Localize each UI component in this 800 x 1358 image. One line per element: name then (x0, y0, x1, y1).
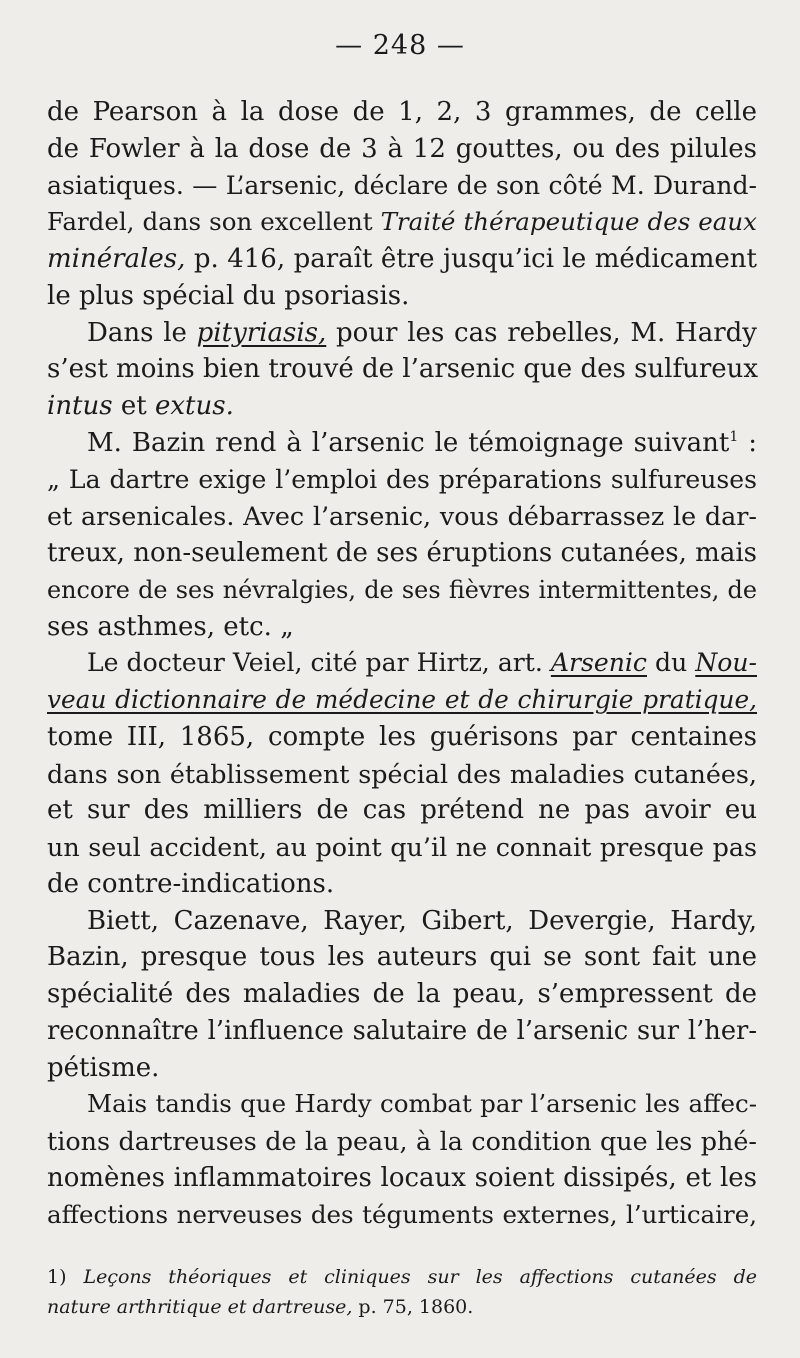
text-line (47, 204, 757, 241)
text-segment: p. 416, paraît être jusqu’ici le médicament (185, 244, 757, 274)
text-line (47, 572, 757, 609)
text-segment: dans son établissement spécial des maladies cutanées, (47, 758, 757, 789)
text-segment: Bazin, presque tous les auteurs qui se sont fait une (47, 942, 757, 973)
text-line (47, 645, 757, 682)
text-segment: et sur des milliers de cas prétend ne pas avoir eu (47, 795, 757, 826)
text-line (47, 976, 757, 1013)
text-line (47, 829, 757, 866)
text-segment: reconnaître l’influence salutaire de l’arsenic sur l’her- (47, 1015, 757, 1046)
text-segment: affections nerveuses des téguments externes, l’urticaire, (47, 1199, 757, 1229)
footnote-text: nature arthritique et dartreuse, (47, 1296, 353, 1318)
footnote-text: p. 75, 1860. (352, 1296, 474, 1318)
footnote-reference: 1 (729, 428, 739, 445)
text-segment: pour les cas rebelles, M. Hardy (326, 317, 757, 348)
text-line (47, 682, 757, 719)
text-segment: M. Bazin rend à l’arsenic le témoignage suivant (87, 427, 730, 458)
text-line (47, 168, 757, 205)
emphasis-text: pityriasis, (196, 317, 327, 348)
text-segment: du (646, 648, 696, 678)
text-segment: : (738, 427, 757, 458)
text-line (47, 1123, 757, 1160)
page-number-header: — 248 — (335, 30, 465, 61)
text-segment: de Pearson à la dose de 1, 2, 3 grammes, de celle (47, 97, 757, 127)
text-segment: Le docteur Veiel, cité par Hirtz, art. (87, 648, 551, 678)
text-line (47, 1086, 757, 1123)
footnote-text: Leçons théoriques et cliniques sur les affections cutanées de (83, 1266, 757, 1288)
text-segment: et arsenicales. Avec l’arsenic, vous débarrassez le dar- (47, 501, 757, 532)
text-line (47, 903, 757, 940)
emphasis-text: veau dictionnaire de médecine et de chirurgie pratique, (47, 685, 757, 714)
emphasis-text: Nou- (695, 648, 757, 678)
text-line (47, 131, 757, 168)
emphasis-text: intus (47, 391, 113, 421)
footnote-marker: 1) (47, 1266, 67, 1288)
text-segment: asiatiques. — L’arsenic, déclare de son côté M. Durand- (47, 170, 757, 200)
text-segment: spécialité des maladies de la peau, s’empressent de (47, 979, 757, 1009)
emphasis-text: extus. (154, 391, 234, 421)
text-line (47, 792, 757, 829)
footnote-line (47, 1262, 757, 1292)
text-line (47, 719, 757, 756)
text-line (47, 1013, 757, 1050)
text-line (47, 425, 757, 462)
text-line (47, 241, 757, 278)
text-segment: un seul accident, au point qu’il ne connait presque pas (47, 832, 757, 862)
text-segment: s’est moins bien trouvé de l’arsenic que des sulfureux (47, 354, 759, 385)
text-line (47, 1197, 757, 1234)
text-segment: Dans le (87, 317, 197, 348)
text-line (47, 498, 757, 535)
body-text (47, 94, 757, 1233)
text-line (47, 535, 757, 572)
text-segment: Biett, Cazenave, Rayer, Gibert, Devergie, Hardy, (87, 905, 757, 936)
text-segment: tions dartreuses de la peau, à la condition que les phé- (47, 1126, 757, 1156)
text-segment: pétisme. (47, 1052, 160, 1083)
text-line (47, 351, 757, 388)
footnote (47, 1262, 757, 1322)
text-segment: tome III, 1865, compte les guérisons par centaines (47, 721, 757, 752)
text-segment: „ La dartre exige l’emploi des préparations sulfureuses (47, 464, 757, 494)
text-line (47, 1160, 757, 1197)
text-line (47, 609, 757, 646)
text-segment: ses asthmes, etc. „ (47, 611, 294, 642)
text-line (47, 94, 757, 131)
emphasis-text: minérales, (47, 244, 186, 274)
text-line (47, 388, 757, 425)
emphasis-text: Arsenic (550, 648, 647, 678)
text-segment: encore de ses névralgies, de ses fièvres intermittentes, de (47, 575, 757, 604)
text-line (47, 315, 757, 352)
text-segment: nomènes inflammatoires locaux soient dissipés, et les (47, 1162, 757, 1193)
text-segment: et (112, 391, 155, 421)
text-segment: Mais tandis que Hardy combat par l’arsenic les affec- (87, 1089, 757, 1119)
text-line (47, 1050, 757, 1087)
text-line (47, 756, 757, 793)
text-line (47, 866, 757, 903)
text-line (47, 278, 757, 315)
text-segment: de Fowler à la dose de 3 à 12 gouttes, ou des pilules (47, 133, 757, 164)
text-segment: le plus spécial du psoriasis. (47, 280, 410, 311)
footnote-line (47, 1292, 757, 1322)
text-line (47, 939, 757, 976)
text-line (47, 462, 757, 499)
text-segment: treux, non-seulement de ses éruptions cutanées, mais (47, 538, 757, 568)
emphasis-text: Traité thérapeutique des eaux (380, 207, 757, 237)
text-segment: de contre-indications. (47, 868, 335, 899)
text-segment: Fardel, dans son excellent (47, 207, 381, 237)
